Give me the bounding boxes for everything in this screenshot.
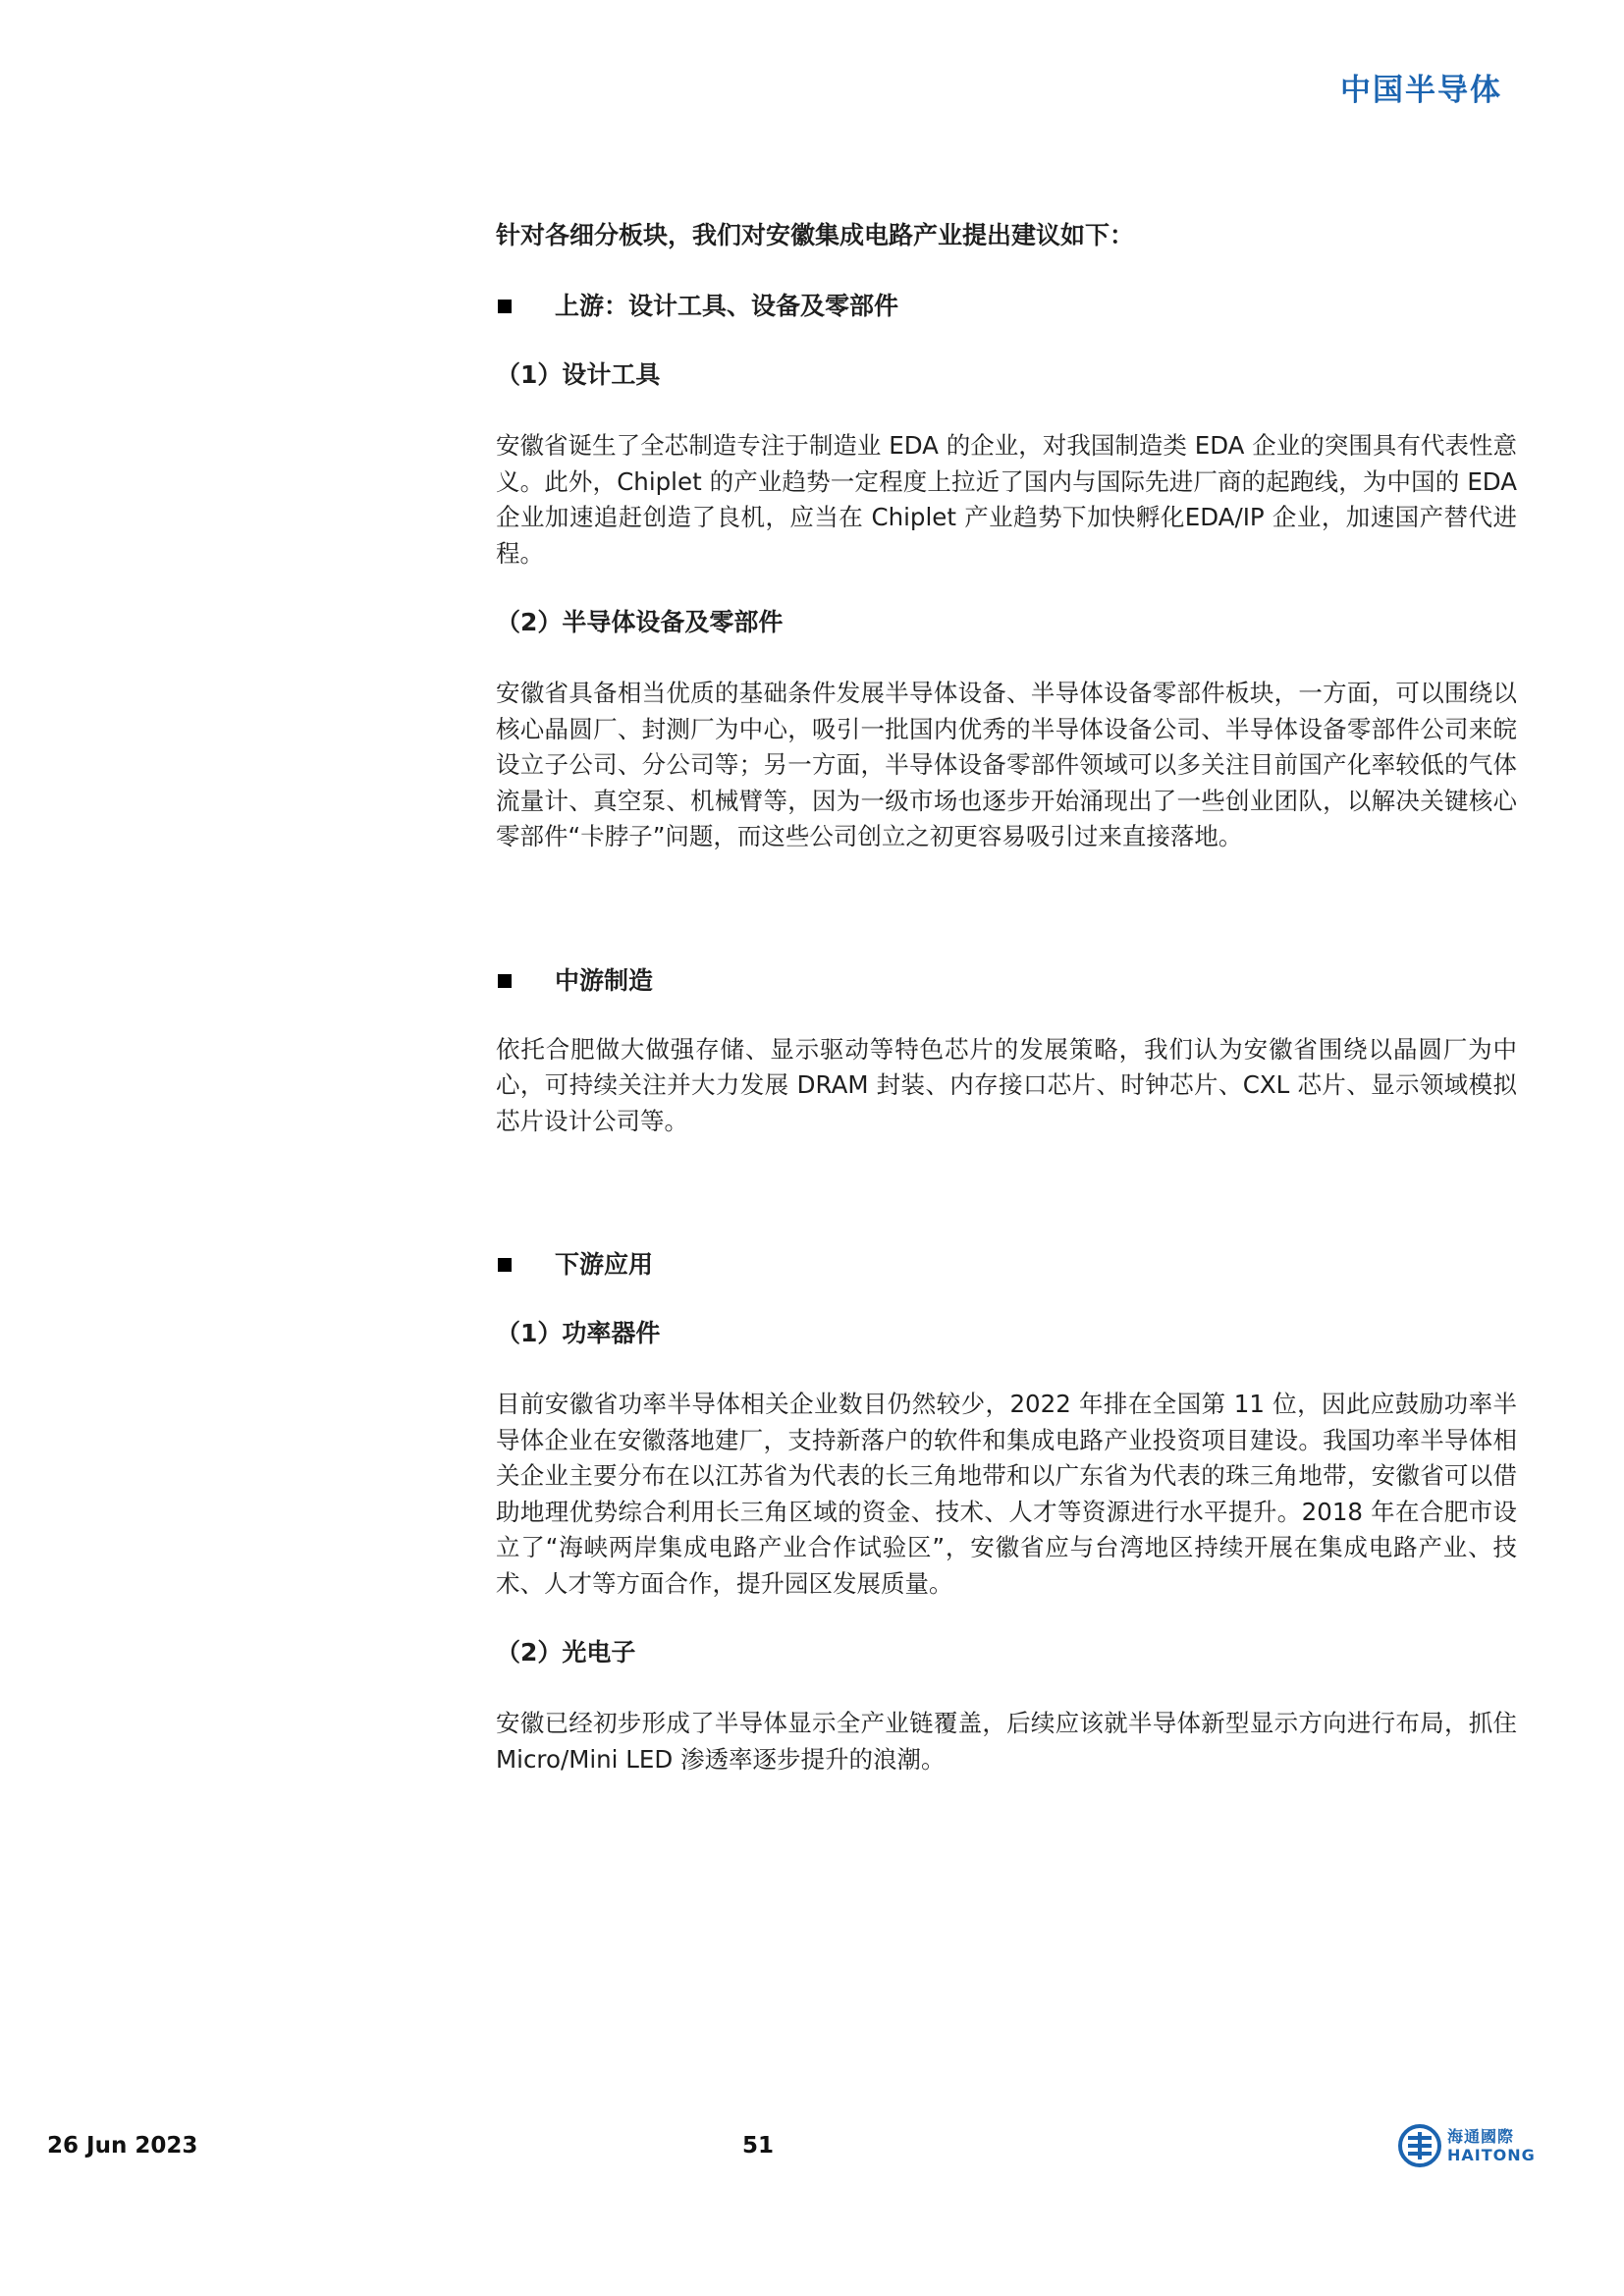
paragraph-equipment: 安徽省具备相当优质的基础条件发展半导体设备、半导体设备零部件板块，一方面，可以围绕以核心晶圆厂、封测厂为中心，吸引一批国内优秀的半导体设备公司、半导体设备零部件公司来皖设立子公司、分公司等；另一方面，半导体设备零部件领域可以多关注目前国产化率较低的气体流量计、真空泵、机械臂等，因为一级市场也逐步开始涌现出了一些创业团队，以解决关键核心零部件“卡脖子”问题，而这些公司创立之初更容易吸引过来直接落地。 [496, 679, 1517, 850]
spacer [496, 889, 1517, 963]
section-heading-label: 上游：设计工具、设备及零部件 [555, 292, 899, 320]
footer-date: 26 Jun 2023 [47, 2133, 198, 2159]
square-bullet-icon [498, 974, 512, 988]
section-heading-midstream [496, 963, 1517, 999]
subheading-design-tools: （1）设计工具 [496, 360, 661, 389]
subheading-optoelectronics: （2）光电子 [496, 1638, 636, 1667]
section-heading-downstream [496, 1247, 1517, 1283]
subheading-power-devices: （1）功率器件 [496, 1319, 661, 1347]
spacer [496, 1173, 1517, 1247]
logo-text [1447, 2126, 1536, 2164]
report-header-title: 中国半导体 [1340, 73, 1502, 108]
section-heading-upstream [496, 289, 1517, 324]
paragraph-midstream: 依托合肥做大做强存储、显示驱动等特色芯片的发展策略，我们认为安徽省围绕以晶圆厂为中心，可持续关注并大力发展 DRAM 封装、内存接口芯片、时钟芯片、CXL 芯片、显示领域模拟芯片设计公司等。 [496, 1034, 1517, 1135]
haitong-logo [1398, 2124, 1536, 2167]
section-heading-label: 下游应用 [555, 1250, 654, 1279]
page-number: 51 [742, 2133, 775, 2159]
paragraph-power-devices: 目前安徽省功率半导体相关企业数目仍然较少，2022 年排在全国第 11 位，因此应鼓励功率半导体企业在安徽落地建厂，支持新落户的软件和集成电路产业投资项目建设。我国功率半导体相关企业主要分布在以江苏省为代表的长三角地带和以广东省为代表的珠三角地带，安徽省可以借助地理优势综合利用长三角区域的资金、技术、人才等资源进行水平提升。2018 年在合肥市设立了“海峡两岸集成电路产业合作试验区”，安徽省应与台湾地区持续开展在集成电路产业、技术、人才等方面合作，提升园区发展质量。 [496, 1390, 1517, 1598]
paragraph-optoelectronics: 安徽已经初步形成了半导体显示全产业链覆盖，后续应该就半导体新型显示方向进行布局，抓住 Micro/Mini LED 渗透率逐步提升的浪潮。 [496, 1709, 1517, 1774]
square-bullet-icon [498, 1258, 512, 1272]
haitong-logo-icon [1398, 2124, 1441, 2167]
subheading-equipment: （2）半导体设备及零部件 [496, 608, 784, 636]
logo-text-en: HAITONG [1447, 2145, 1536, 2164]
square-bullet-icon [498, 300, 512, 313]
paragraph-design-tools: 安徽省诞生了全芯制造专注于制造业 EDA 的企业，对我国制造类 EDA 企业的突围具有代表性意义。此外，Chiplet 的产业趋势一定程度上拉近了国内与国际先进厂商的起跑线，为中国的 EDA 企业加速追赶创造了良机，应当在 Chiplet 产业趋势下加快孵化EDA/IP 企业，加速国产替代进程。 [496, 431, 1517, 568]
section-heading-label: 中游制造 [555, 965, 654, 995]
report-body [496, 218, 1517, 1811]
intro-text: 针对各细分板块，我们对安徽集成电路产业提出建议如下： [496, 221, 1135, 249]
logo-text-cn: 海通國際 [1447, 2126, 1515, 2146]
